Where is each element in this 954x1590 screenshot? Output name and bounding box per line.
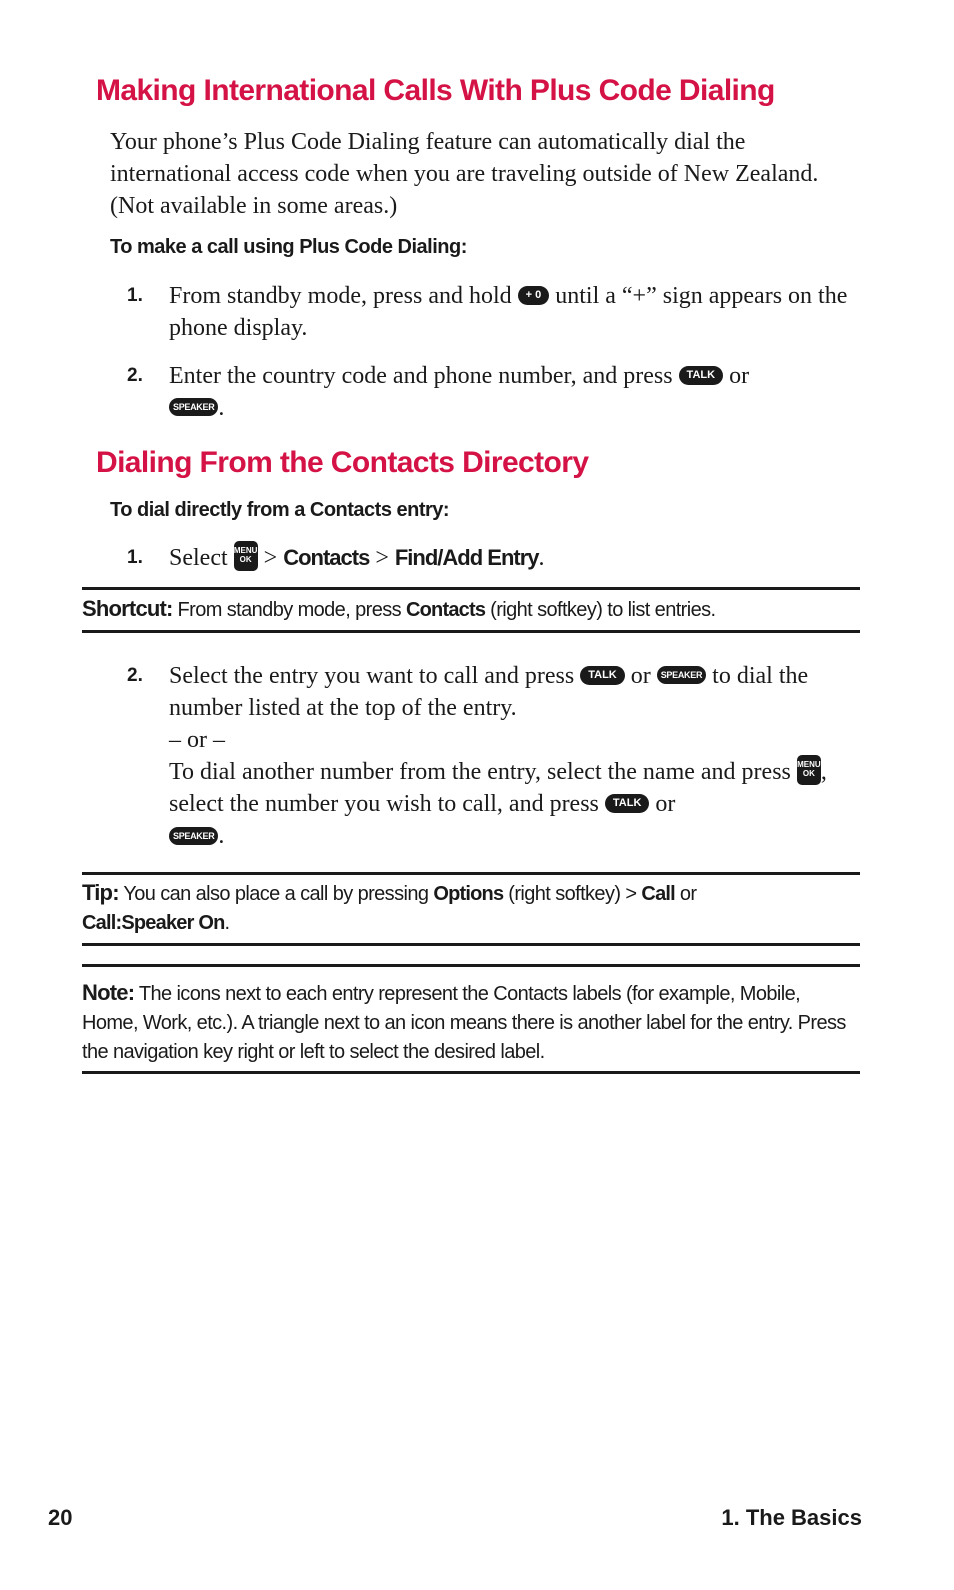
step-text: Select the entry you want to call and press TALK or SPEAKER to dial the number listed at the top of the entry. – or – To dial another number from the entry, select the name and press MENU OK , select the number you wish to call, and press TALK or SPEAKER . — [169, 660, 859, 852]
talk-key-icon: TALK — [580, 666, 625, 685]
shortcut-top-rule — [82, 587, 860, 590]
find-add-entry-label: Find/Add Entry — [394, 545, 539, 570]
talk-key-icon: TALK — [605, 794, 650, 813]
subheading-contacts: To dial directly from a Contacts entry: — [110, 499, 450, 521]
note-top-rule — [82, 964, 860, 967]
menu-ok-key-icon: MENU OK — [234, 541, 258, 571]
shortcut-bottom-rule — [82, 630, 860, 633]
page-number: 20 — [48, 1505, 73, 1530]
tip-bottom-rule — [82, 943, 860, 946]
tip-top-rule — [82, 872, 860, 875]
section-title: 1. The Basics — [721, 1505, 862, 1530]
step-number: 1. — [127, 547, 143, 568]
plus-zero-key-icon: + 0 — [518, 286, 550, 305]
speaker-key-icon: SPEAKER — [169, 398, 218, 416]
step-number: 2. — [127, 665, 143, 686]
speaker-key-icon: SPEAKER — [169, 827, 218, 845]
shortcut-box: Shortcut: From standby mode, press Contacts (right softkey) to list entries. — [82, 596, 716, 621]
menu-ok-key-icon: MENU OK — [797, 755, 821, 785]
note-label: Note: — [82, 980, 135, 1005]
note-box: Note: The icons next to each entry represent the Contacts labels (for example, Mobile, Home, Work, etc.). A triangle next to an icon means there is another label for the entry. Press the navigation key right or left to select the desired label. — [82, 980, 846, 1063]
step-text: Select MENU OK > Contacts > Find/Add Entry. — [169, 542, 859, 574]
tip-label: Tip: — [82, 880, 119, 905]
speaker-key-icon: SPEAKER — [657, 666, 706, 684]
subheading-plus-code: To make a call using Plus Code Dialing: — [110, 236, 467, 258]
step-number: 2. — [127, 365, 143, 386]
or-divider: – or – — [169, 727, 225, 753]
step-number: 1. — [127, 285, 143, 306]
heading-plus-code-dialing: Making International Calls With Plus Code Dialing — [96, 74, 775, 107]
intro-paragraph: Your phone’s Plus Code Dialing feature can automatically dial the international access code when you are traveling outside of New Zealand. (Not available in some areas.) — [110, 129, 819, 219]
shortcut-label: Shortcut: — [82, 596, 173, 621]
talk-key-icon: TALK — [679, 366, 724, 385]
heading-contacts-directory: Dialing From the Contacts Directory — [96, 446, 589, 479]
step-text: Enter the country code and phone number, and press TALK or SPEAKER . — [169, 363, 750, 421]
step-text: From standby mode, press and hold + 0 until a “+” sign appears on the phone display. — [169, 283, 848, 341]
contacts-menu-label: Contacts — [283, 545, 370, 570]
tip-box: Tip: You can also place a call by pressing Options (right softkey) > Call or Call:Speaker On. — [82, 880, 697, 934]
note-bottom-rule — [82, 1071, 860, 1074]
